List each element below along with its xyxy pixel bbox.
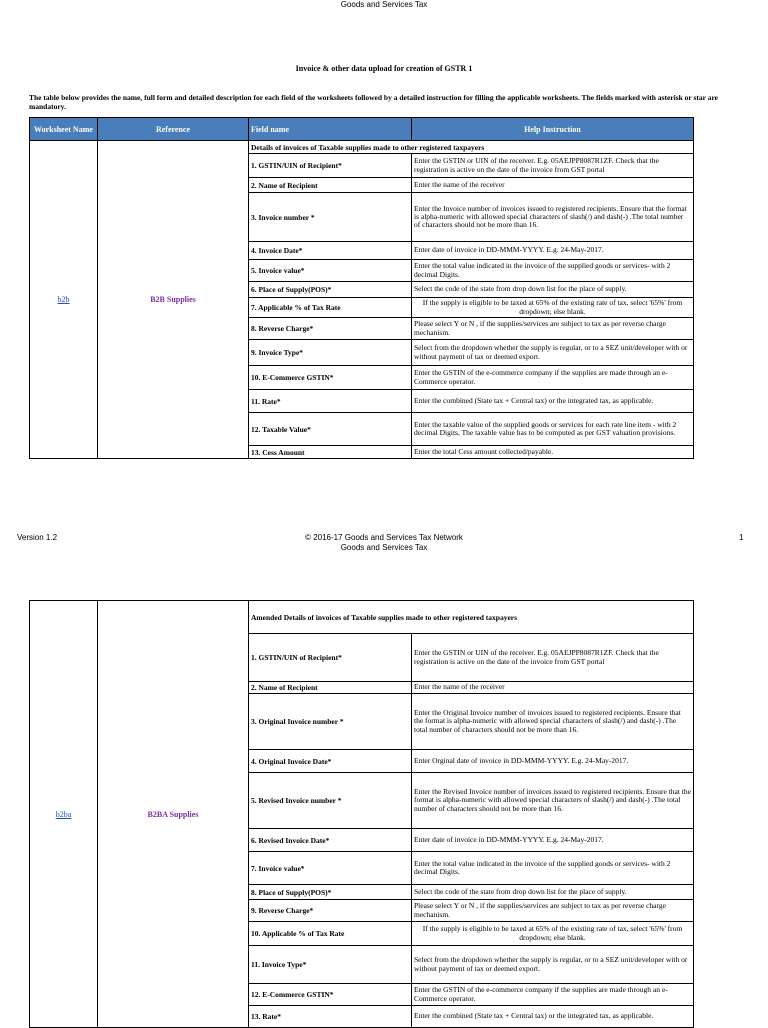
help-instruction: Enter the taxable value of the supplied goods or services for each rate line item - with 2 decimal Digits, The taxable value has to be computed as per GST valuation provisions. bbox=[412, 413, 694, 446]
worksheet-link-b2ba[interactable]: b2ba bbox=[55, 809, 72, 819]
field-name: 5. Revised Invoice number * bbox=[249, 773, 412, 829]
help-instruction: Please select Y or N , if the supplies/services are subject to tax as per reverse charge mechanism. bbox=[412, 900, 694, 922]
help-instruction: Enter Orginal date of invoice in DD-MMM-YYYY. E.g. 24-May-2017. bbox=[412, 750, 694, 773]
help-instruction: Enter date of invoice in DD-MMM-YYYY. E.g. 24-May-2017. bbox=[412, 829, 694, 852]
field-name: 7. Applicable % of Tax Rate bbox=[249, 298, 412, 318]
help-instruction: Enter the combined (State tax + Central tax) or the integrated tax, as applicable. bbox=[412, 1006, 694, 1028]
help-instruction: Select the code of the state from drop down list for the place of supply. bbox=[412, 885, 694, 900]
column-header-worksheet: Worksheet Name bbox=[30, 118, 98, 141]
help-instruction: Enter the total Cess amount collected/payable. bbox=[412, 446, 694, 459]
column-header-help: Help Instruction bbox=[412, 118, 694, 141]
field-name: 10. E-Commerce GSTIN* bbox=[249, 366, 412, 390]
footer-version: Version 1.2 bbox=[17, 533, 58, 542]
field-table-b2b bbox=[29, 117, 694, 459]
help-instruction: Enter the total value indicated in the invoice of the supplied goods or services- with 2 decimal Digits. bbox=[412, 852, 694, 885]
field-name: 5. Invoice value* bbox=[249, 260, 412, 282]
footer-copyright: © 2016-17 Goods and Services Tax Network bbox=[305, 533, 463, 542]
field-name: 12. E-Commerce GSTIN* bbox=[249, 984, 412, 1006]
page-header-2: Goods and Services Tax bbox=[340, 543, 428, 552]
field-name: 6. Place of Supply(POS)* bbox=[249, 282, 412, 298]
help-instruction: Enter the GSTIN or UIN of the receiver. E.g. 05AEJPP8087R1ZF. Check that the registration is active on the date of the invoice from GST portal bbox=[412, 634, 694, 682]
field-name: 4. Invoice Date* bbox=[249, 242, 412, 260]
help-instruction: If the supply is eligible to be taxed at 65% of the existing rate of tax, select '65%' from dropdown; else blank. bbox=[412, 922, 694, 946]
worksheet-cell bbox=[30, 601, 98, 1028]
help-instruction: Enter the total value indicated in the invoice of the supplied goods or services- with 2 decimal Digits. bbox=[412, 260, 694, 282]
field-table-b2ba bbox=[29, 600, 694, 1028]
help-instruction: Enter the name of the receiver bbox=[412, 178, 694, 193]
field-name: 4. Original Invoice Date* bbox=[249, 750, 412, 773]
column-header-field: Field name bbox=[249, 118, 412, 141]
field-name: 3. Original Invoice number * bbox=[249, 694, 412, 750]
field-name: 13. Rate* bbox=[249, 1006, 412, 1028]
help-instruction: Enter the GSTIN of the e-commerce company if the supplies are made through an e-Commerce operator. bbox=[412, 984, 694, 1006]
field-name: 13. Cess Amount bbox=[249, 446, 412, 459]
field-name: 2. Name of Recipient bbox=[249, 178, 412, 193]
help-instruction: Enter the Revised Invoice number of invoices issued to registered recipients. Ensure that the format is alpha-numeric with allowed special characters of slash(/) and dash(-) .The total number of characters should not be more than 16. bbox=[412, 773, 694, 829]
page-header: Goods and Services Tax bbox=[340, 0, 428, 9]
field-name: 9. Reverse Charge* bbox=[249, 900, 412, 922]
help-instruction: Enter the Invoice number of invoices issued to registered recipients. Ensure that the format is alpha-numeric with allowed special characters of slash(/) and dash(-) .The total number of characters should not be more than 16. bbox=[412, 193, 694, 242]
field-name: 12. Taxable Value* bbox=[249, 413, 412, 446]
help-instruction: Enter the combined (State tax + Central tax) or the integrated tax, as applicable. bbox=[412, 390, 694, 413]
field-name: 8. Reverse Charge* bbox=[249, 318, 412, 340]
field-name: 11. Invoice Type* bbox=[249, 946, 412, 984]
help-instruction: Enter date of invoice in DD-MMM-YYYY. E.g. 24-May-2017. bbox=[412, 242, 694, 260]
field-name: 1. GSTIN/UIN of Recipient* bbox=[249, 634, 412, 682]
help-instruction: Enter the GSTIN or UIN of the receiver. E.g. 05AEJPP8087R1ZF. Check that the registration is active on the date of the invoice from GST portal bbox=[412, 154, 694, 178]
help-instruction: If the supply is eligible to be taxed at 65% of the existing rate of tax, select '65%' from dropdown; else blank. bbox=[412, 298, 694, 318]
reference-cell: B2B Supplies bbox=[98, 141, 249, 459]
help-instruction: Select from the dropdown whether the supply is regular, or to a SEZ unit/developer with or without payment of tax or deemed export. bbox=[412, 946, 694, 984]
field-name: 11. Rate* bbox=[249, 390, 412, 413]
footer-page-number: 1 bbox=[739, 533, 744, 542]
reference-cell: B2BA Supplies bbox=[98, 601, 249, 1028]
help-instruction: Select the code of the state from drop down list for the place of supply. bbox=[412, 282, 694, 298]
help-instruction: Enter the name of the receiver bbox=[412, 682, 694, 694]
help-instruction: Please select Y or N , if the supplies/services are subject to tax as per reverse charge mechanism. bbox=[412, 318, 694, 340]
field-name: 3. Invoice number * bbox=[249, 193, 412, 242]
worksheet-cell bbox=[30, 141, 98, 459]
help-instruction: Select from the dropdown whether the supply is regular, or to a SEZ unit/developer with or without payment of tax or deemed export. bbox=[412, 340, 694, 366]
help-instruction: Enter the Original Invoice number of invoices issued to registered recipients. Ensure that the format is alpha-numeric with allowed special characters of slash(/) and dash(-) .The total number of characters should not be more than 16. bbox=[412, 694, 694, 750]
help-instruction: Enter the GSTIN of the e-commerce company if the supplies are made through an e-Commerce operator. bbox=[412, 366, 694, 390]
section-title: Details of invoices of Taxable supplies made to other registered taxpayers bbox=[249, 141, 694, 154]
field-name: 1. GSTIN/UIN of Recipient* bbox=[249, 154, 412, 178]
intro-paragraph: The table below provides the name, full form and detailed description for each field of the worksheets followed by a detailed instruction for filling the applicable worksheets. The fields marked with asterisk or star are mandatory. bbox=[29, 93, 719, 111]
field-name: 8. Place of Supply(POS)* bbox=[249, 885, 412, 900]
field-name: 9. Invoice Type* bbox=[249, 340, 412, 366]
section-title: Amended Details of invoices of Taxable supplies made to other registered taxpayers bbox=[249, 601, 694, 634]
field-name: 10. Applicable % of Tax Rate bbox=[249, 922, 412, 946]
column-header-reference: Reference bbox=[98, 118, 249, 141]
worksheet-link-b2b[interactable]: b2b bbox=[57, 295, 70, 304]
field-name: 2. Name of Recipient bbox=[249, 682, 412, 694]
field-name: 6. Revised Invoice Date* bbox=[249, 829, 412, 852]
field-name: 7. Invoice value* bbox=[249, 852, 412, 885]
document-title: Invoice & other data upload for creation of GSTR 1 bbox=[295, 64, 473, 73]
